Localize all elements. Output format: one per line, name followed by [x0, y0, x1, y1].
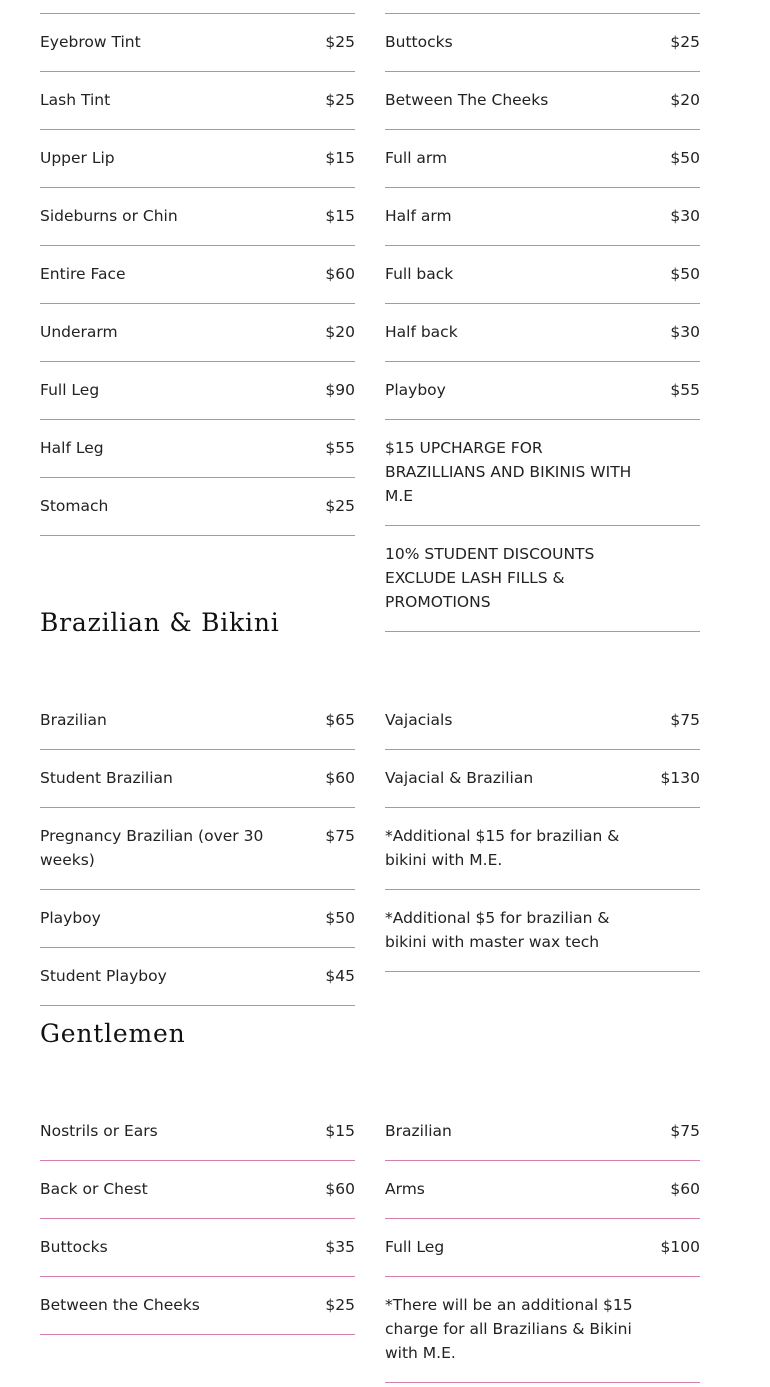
service-row — [40, 14, 355, 72]
service-price: $20 — [670, 91, 700, 109]
service-row — [40, 130, 355, 188]
service-price: $90 — [325, 381, 355, 399]
service-row — [385, 1103, 700, 1161]
service-name: Student Brazilian — [40, 769, 173, 787]
service-price: $25 — [325, 91, 355, 109]
service-price: $60 — [670, 1180, 700, 1198]
service-price: $15 — [325, 207, 355, 225]
service-name: Between The Cheeks — [385, 91, 549, 109]
service-name: Entire Face — [40, 265, 126, 283]
services-columns — [40, 13, 700, 632]
service-name: Full arm — [385, 149, 448, 167]
service-name: Brazilian — [40, 711, 107, 729]
service-row — [385, 1219, 700, 1277]
services-left-column — [40, 13, 355, 536]
service-name: Playboy — [40, 909, 101, 927]
service-row — [40, 478, 355, 536]
service-name: Underarm — [40, 323, 118, 341]
service-row — [385, 750, 700, 808]
service-row — [40, 1161, 355, 1219]
service-row — [40, 1277, 355, 1335]
service-row — [40, 362, 355, 420]
note-text: 10% STUDENT DISCOUNTS EXCLUDE LASH FILLS & PROMOTIONS — [385, 545, 595, 611]
note-text: *There will be an additional $15 charge for all Brazilians & Bikini with M.E. — [385, 1296, 633, 1362]
service-name: Pregnancy Brazilian (over 30 weeks) — [40, 827, 264, 869]
service-name: Between the Cheeks — [40, 1296, 200, 1314]
service-name: Half Leg — [40, 439, 104, 457]
service-row — [385, 304, 700, 362]
service-price: $60 — [325, 1180, 355, 1198]
service-name: Buttocks — [385, 33, 453, 51]
note-text: $15 UPCHARGE FOR BRAZILLIANS AND BIKINIS WITH M.E — [385, 439, 632, 505]
service-price: $45 — [325, 967, 355, 985]
service-name: Arms — [385, 1180, 425, 1198]
service-row — [385, 362, 700, 420]
service-row — [40, 750, 355, 808]
service-name: Full Leg — [40, 381, 100, 399]
service-row — [385, 188, 700, 246]
services-section-top — [40, 13, 700, 632]
service-price: $75 — [670, 1122, 700, 1140]
service-price: $15 — [325, 149, 355, 167]
service-note — [385, 420, 700, 526]
service-row — [40, 808, 355, 890]
service-row — [40, 1103, 355, 1161]
service-row — [385, 1161, 700, 1219]
service-name: Nostrils or Ears — [40, 1122, 158, 1140]
services-left-column — [40, 692, 355, 1006]
services-right-column — [385, 13, 700, 632]
service-name: Full Leg — [385, 1238, 445, 1256]
service-row — [40, 72, 355, 130]
service-name: Playboy — [385, 381, 446, 399]
service-price: $30 — [670, 323, 700, 341]
service-price: $60 — [325, 769, 355, 787]
service-name: Lash Tint — [40, 91, 111, 109]
service-name: Back or Chest — [40, 1180, 148, 1198]
service-row — [40, 948, 355, 1006]
service-row — [40, 304, 355, 362]
service-price: $50 — [325, 909, 355, 927]
service-name: Half arm — [385, 207, 452, 225]
service-price: $75 — [670, 711, 700, 729]
service-price: $65 — [325, 711, 355, 729]
service-name: Brazilian — [385, 1122, 452, 1140]
service-note — [385, 808, 700, 890]
service-row — [385, 246, 700, 304]
service-price: $55 — [670, 381, 700, 399]
service-price: $15 — [325, 1122, 355, 1140]
service-row — [40, 420, 355, 478]
service-name: Vajacials — [385, 711, 453, 729]
service-row — [40, 692, 355, 750]
service-price: $25 — [325, 497, 355, 515]
services-columns — [40, 692, 700, 1006]
service-row — [385, 130, 700, 188]
service-price: $25 — [670, 33, 700, 51]
service-price: $100 — [660, 1238, 700, 1256]
section-heading-gentlemen: Gentlemen — [40, 1019, 186, 1048]
service-row — [40, 890, 355, 948]
services-section-brazilian-bikini — [40, 692, 700, 1006]
service-note — [385, 526, 700, 632]
service-row — [385, 14, 700, 72]
service-row — [40, 188, 355, 246]
service-price: $25 — [325, 1296, 355, 1314]
service-name: Half back — [385, 323, 458, 341]
service-name: Buttocks — [40, 1238, 108, 1256]
service-row — [40, 246, 355, 304]
service-price: $60 — [325, 265, 355, 283]
section-heading-brazilian-bikini: Brazilian & Bikini — [40, 608, 280, 637]
services-right-column — [385, 692, 700, 972]
note-text: *Additional $5 for brazilian & bikini with master wax tech — [385, 909, 610, 951]
service-price: $50 — [670, 265, 700, 283]
service-price: $50 — [670, 149, 700, 167]
services-section-gentlemen — [40, 1103, 700, 1383]
service-name: Sideburns or Chin — [40, 207, 178, 225]
service-name: Full back — [385, 265, 454, 283]
service-price: $35 — [325, 1238, 355, 1256]
service-name: Student Playboy — [40, 967, 167, 985]
services-left-column — [40, 1103, 355, 1335]
service-price: $75 — [325, 827, 355, 845]
service-row — [385, 72, 700, 130]
service-price: $130 — [660, 769, 700, 787]
service-note — [385, 890, 700, 972]
services-right-column — [385, 1103, 700, 1383]
note-text: *Additional $15 for brazilian & bikini with M.E. — [385, 827, 620, 869]
service-price: $30 — [670, 207, 700, 225]
service-row — [385, 692, 700, 750]
service-row — [40, 1219, 355, 1277]
service-price: $55 — [325, 439, 355, 457]
service-price: $25 — [325, 33, 355, 51]
service-name: Upper Lip — [40, 149, 115, 167]
service-note — [385, 1277, 700, 1383]
service-name: Vajacial & Brazilian — [385, 769, 534, 787]
service-name: Stomach — [40, 497, 109, 515]
service-name: Eyebrow Tint — [40, 33, 141, 51]
service-price: $20 — [325, 323, 355, 341]
services-columns — [40, 1103, 700, 1383]
